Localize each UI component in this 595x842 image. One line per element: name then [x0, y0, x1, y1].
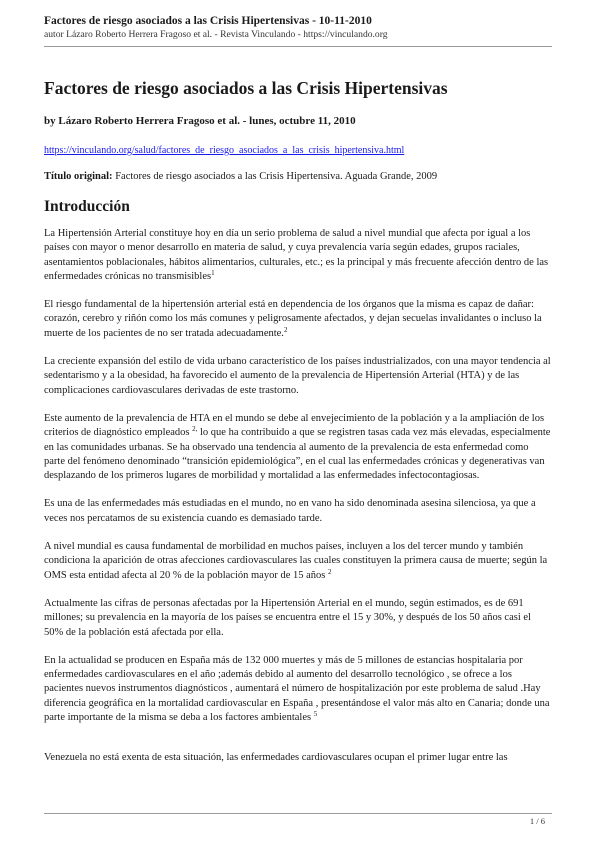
paragraph: [44, 412, 552, 483]
paragraph: [44, 540, 552, 583]
paragraph-text: Venezuela no está exenta de esta situación, las enfermedades cardiovasculares ocupan el primer lugar entre las: [44, 752, 508, 764]
citation-ref: 5: [313, 710, 318, 719]
article-byline: by Lázaro Roberto Herrera Fragoso et al. - lunes, octubre 11, 2010: [44, 115, 356, 127]
section-heading: Introducción: [44, 198, 130, 215]
paragraph: [44, 497, 552, 526]
paragraph-text: El riesgo fundamental de la hipertensión arterial está en dependencia de los órganos que la misma es capaz de dañar: corazón, cerebro y riñón como los más comunes y peligrosamente afectados, y dejan secuelas invalidantes o incluso la muerte de los pacientes de no ser tratada adecuadamente.: [44, 299, 542, 339]
original-title-label: Título original:: [44, 171, 113, 182]
header-subtitle: autor Lázaro Roberto Herrera Fragoso et al. - Revista Vinculando - https://vinculando.org: [44, 29, 388, 40]
paragraph: [44, 597, 552, 640]
original-title: [44, 170, 552, 184]
citation-ref: 2,: [192, 425, 198, 434]
paragraph-text: La Hipertensión Arterial constituye hoy en día un serio problema de salud a nivel mundial que afecta por igual a los países con mayor o menor desarrollo en materia de salud, y cuya prevalencia varía según edades, grupos raciales, asentamientos poblacionales, hábitos alimentarios, culturales, etc.; es la principal y más frecuente afección dentro de las enfermedades crónicas no transmisibles: [44, 228, 549, 282]
citation-ref: 1: [211, 268, 215, 277]
paragraph: [44, 654, 552, 725]
paragraph-text: Actualmente las cifras de personas afectadas por la Hipertensión Arterial en el mundo, según estimados, es de 691 millones; su prevalencia en la mayoría de los países se encuentra entre el 15 y 30%, y después de los 50 años casi el 50% de la población está afectada por ella.: [44, 597, 531, 638]
paragraph: [44, 227, 552, 284]
header-title: Factores de riesgo asociados a las Crisis Hipertensivas - 10-11-2010: [44, 15, 372, 27]
article-title: Factores de riesgo asociados a las Crisis Hipertensivas: [44, 78, 448, 98]
page-number: 1 / 6: [529, 816, 545, 826]
original-title-text: Factores de riesgo asociados a las Crisis Hipertensiva. Aguada Grande, 2009: [112, 171, 438, 182]
paragraph: [44, 751, 552, 765]
paragraph-text: A nivel mundial es causa fundamental de morbilidad en muchos países, incluyen a los del tercer mundo y también condiciona la aparición de otras afecciones cardiovasculares las cuales constituyen la primera causa de muerte; según la OMS esta entidad afecta al 20 % de la población mayor de 15 años: [44, 541, 548, 581]
header-divider: [44, 46, 552, 47]
paragraph-text: Este aumento de la prevalencia de HTA en el mundo se debe al envejecimiento de la población y a la ampliación de los criterios de diagnóstico empleados: [44, 412, 545, 439]
citation-ref: 2: [328, 567, 332, 576]
footer-divider: [44, 813, 552, 814]
paragraph-text: En la actualidad se producen en España más de 132 000 muertes y más de 5 millones de estancias hospitalaria por enfermedades cardiovasculares en el año ;además debido al aumento del desarrollo tecnológico , se ofrece a los pacientes nuevos instrumentos diagnósticos , aumentará el número de hospitalización por este problema de salud .Hay diferencia geográfica en la mortalidad cardiovascular en España , presentándose el valor más alto en Canaria; donde una parte importante de la misma se deba a los factores ambientales: [44, 654, 550, 724]
paragraph: [44, 298, 552, 341]
paragraph: [44, 355, 552, 398]
article-url-link[interactable]: https://vinculando.org/salud/factores_de_riesgo_asociados_a_las_crisis_hipertensiva.html: [44, 145, 405, 156]
running-header: [44, 14, 552, 41]
paragraph-text: Es una de las enfermedades más estudiadas en el mundo, no en vano ha sido denominada asesina silenciosa, ya que a veces nos percatamos de su existencia cuando es demasiado tarde.: [44, 498, 536, 524]
citation-ref: 2: [283, 325, 288, 334]
paragraph-text-continued: lo que ha contribuido a que se registren tasas cada vez más elevadas, especialmente en las comunidades urbanas. Se ha observado una tendencia al aumento de la prevalencia de esta enfermedad como parte del fenómeno denominado “transición epidemiológica”, en el cual las enfermedades crónicas y degenerativas van desplazando de los primeros lugares de morbilidad y mortalidad a las enfermedades infectocontagiosas.: [44, 427, 551, 482]
paragraph-text: La creciente expansión del estilo de vida urbano característico de los países industrializados, con una mayor tendencia al sedentarismo y a la obesidad, ha favorecido el aumento de la prevalencia de Hipertensión Arterial (HTA) y de las complicaciones cardiovasculares derivadas de este trastorno.: [44, 356, 551, 396]
article-body: [44, 76, 552, 766]
